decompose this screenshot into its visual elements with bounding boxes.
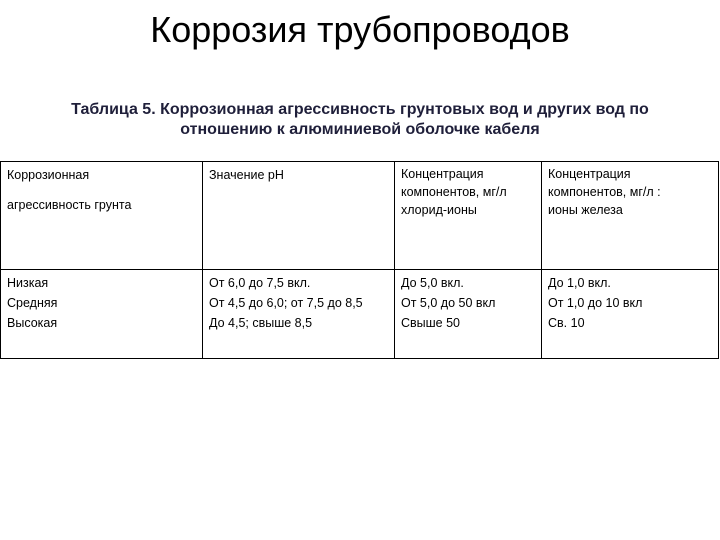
- cell-text: До 4,5; свыше 8,5: [209, 316, 313, 330]
- header-cell-chloride: [395, 162, 542, 270]
- cell-text: До 1,0 вкл.: [548, 276, 611, 290]
- slide-title: Коррозия трубопроводов: [150, 9, 570, 50]
- cell-text: От 5,0 до 50 вкл: [401, 296, 496, 310]
- header-text: Коррозионная: [7, 168, 90, 182]
- cell-text: Средняя: [7, 296, 58, 310]
- cell-text: Низкая: [7, 276, 49, 290]
- header-text: компонентов, мг/л: [401, 185, 507, 199]
- cell-text: Высокая: [7, 316, 58, 330]
- header-text: агрессивность грунта: [7, 198, 132, 212]
- header-cell-iron: [542, 162, 719, 270]
- cell-text: Свыше 50: [401, 316, 461, 330]
- header-cell-ph: [203, 162, 395, 270]
- cell-text: Св. 10: [548, 316, 585, 330]
- header-text: Значение pH: [209, 168, 284, 182]
- header-text: хлорид-ионы: [401, 203, 477, 217]
- header-text: компонентов, мг/л :: [548, 185, 661, 199]
- table-caption: [20, 100, 700, 140]
- corrosion-table: [0, 161, 719, 359]
- cell-text: До 5,0 вкл.: [401, 276, 464, 290]
- header-text: Концентрация: [401, 167, 484, 181]
- caption-line-1: Таблица 5. Коррозионная агрессивность грунтовых вод и других вод по: [71, 101, 649, 118]
- cell-chloride-values: [395, 270, 542, 359]
- cell-ph-values: [203, 270, 395, 359]
- cell-text: От 1,0 до 10 вкл: [548, 296, 643, 310]
- cell-levels: [1, 270, 203, 359]
- table-header-row: [1, 162, 719, 270]
- cell-text: От 4,5 до 6,0; от 7,5 до 8,5: [209, 296, 363, 310]
- header-cell-aggressiveness: [1, 162, 203, 270]
- header-text: ионы железа: [548, 203, 623, 217]
- table-row: [1, 270, 719, 359]
- caption-line-2: отношению к алюминиевой оболочке кабеля: [180, 121, 540, 138]
- header-text: Концентрация: [548, 167, 631, 181]
- cell-iron-values: [542, 270, 719, 359]
- cell-text: От 6,0 до 7,5 вкл.: [209, 276, 311, 290]
